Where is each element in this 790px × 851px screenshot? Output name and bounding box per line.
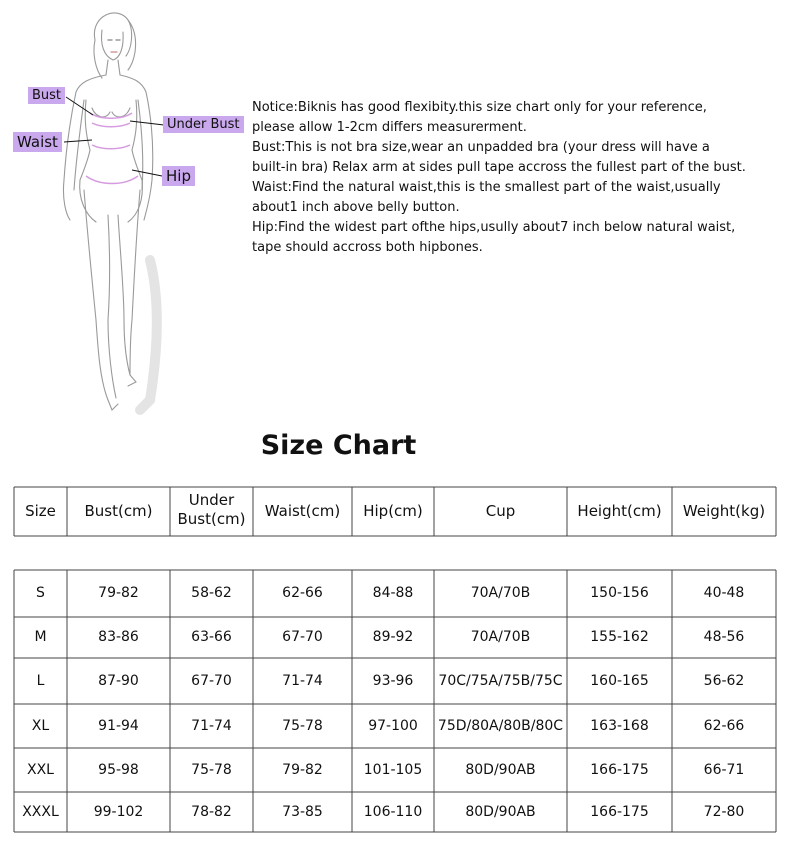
size-chart-title: Size Chart	[260, 430, 417, 461]
table-cell: 166-175	[590, 804, 649, 820]
table-cell: 56-62	[703, 673, 745, 689]
table-cell: 83-86	[98, 629, 139, 645]
table-cell: 75D/80A/80B/80C	[437, 718, 564, 734]
table-cell: 58-62	[191, 585, 232, 601]
table-cell: 155-162	[590, 629, 649, 645]
table-cell: L	[36, 673, 45, 689]
table-cell: 70C/75A/75B/75C	[438, 673, 563, 689]
column-header: Weight(kg)	[682, 502, 766, 520]
table-cell: 63-66	[191, 629, 232, 645]
table-cell: 160-165	[590, 673, 649, 689]
notice-text	[252, 98, 782, 258]
table-cell: 91-94	[98, 718, 139, 734]
table-cell: 95-98	[98, 762, 139, 778]
table-cell: S	[36, 585, 45, 601]
table-cell: 97-100	[368, 718, 418, 734]
table-cell: 71-74	[191, 718, 232, 734]
column-header: Bust(cm)	[84, 502, 153, 520]
table-cell: 99-102	[93, 804, 144, 820]
notice-line: built-in bra) Relax arm at sides pull tape accross the fullest part of the bust.	[252, 160, 746, 175]
notice-line: about1 inch above belly button.	[252, 200, 460, 215]
column-header: Size	[25, 502, 56, 520]
table-cell: 66-71	[703, 762, 745, 778]
table-cell: 73-85	[282, 804, 323, 820]
table-cell: 163-168	[590, 718, 649, 734]
column-header: Bust(cm)	[177, 510, 246, 528]
column-header: Waist(cm)	[264, 502, 341, 520]
under-bust-label: Under Bust	[163, 116, 244, 133]
model-figure-illustration	[0, 0, 250, 425]
table-cell: 89-92	[372, 629, 414, 645]
table-cell: 84-88	[372, 585, 414, 601]
notice-line: Notice:Biknis has good flexibity.this size chart only for your reference,	[252, 100, 707, 115]
bust-label: Bust	[28, 87, 65, 104]
table-cell: 40-48	[703, 585, 745, 601]
table-cell: 106-110	[363, 804, 423, 820]
table-cell: 87-90	[98, 673, 139, 689]
table-cell: XL	[31, 718, 50, 734]
column-header: Hip(cm)	[363, 502, 423, 520]
table-cell: 67-70	[191, 673, 232, 689]
column-header: Cup	[485, 502, 516, 520]
table-cell: 67-70	[282, 629, 323, 645]
column-header: Under	[188, 491, 235, 509]
table-cell: M	[34, 629, 47, 645]
table-cell: 71-74	[282, 673, 323, 689]
hip-label: Hip	[162, 166, 195, 186]
table-cell: 48-56	[703, 629, 745, 645]
waist-label: Waist	[13, 132, 62, 152]
table-cell: 79-82	[98, 585, 139, 601]
table-cell: 70A/70B	[470, 585, 531, 601]
table-cell: 150-156	[590, 585, 649, 601]
table-cell: 101-105	[363, 762, 423, 778]
notice-line: Waist:Find the natural waist,this is the smallest part of the waist,usually	[252, 180, 721, 195]
table-cell: 78-82	[191, 804, 232, 820]
column-header: Height(cm)	[577, 502, 662, 520]
notice-line: tape should accross both hipbones.	[252, 240, 483, 255]
table-cell: XXXL	[22, 804, 59, 820]
table-cell: 75-78	[191, 762, 232, 778]
table-cell: 62-66	[282, 585, 323, 601]
notice-line: Hip:Find the widest part ofthe hips,usully about7 inch below natural waist,	[252, 220, 736, 235]
table-cell: 79-82	[282, 762, 323, 778]
table-cell: 166-175	[590, 762, 649, 778]
table-cell: 75-78	[282, 718, 323, 734]
table-cell: 80D/90AB	[465, 804, 536, 820]
table-cell: 93-96	[372, 673, 414, 689]
table-cell: 72-80	[703, 804, 745, 820]
table-cell: 62-66	[703, 718, 745, 734]
table-cell: 70A/70B	[470, 629, 531, 645]
notice-line: please allow 1-2cm differs measurerment.	[252, 120, 527, 135]
notice-line: Bust:This is not bra size,wear an unpadded bra (your dress will have a	[252, 140, 710, 155]
table-cell: 80D/90AB	[465, 762, 536, 778]
table-cell: XXL	[27, 762, 54, 778]
